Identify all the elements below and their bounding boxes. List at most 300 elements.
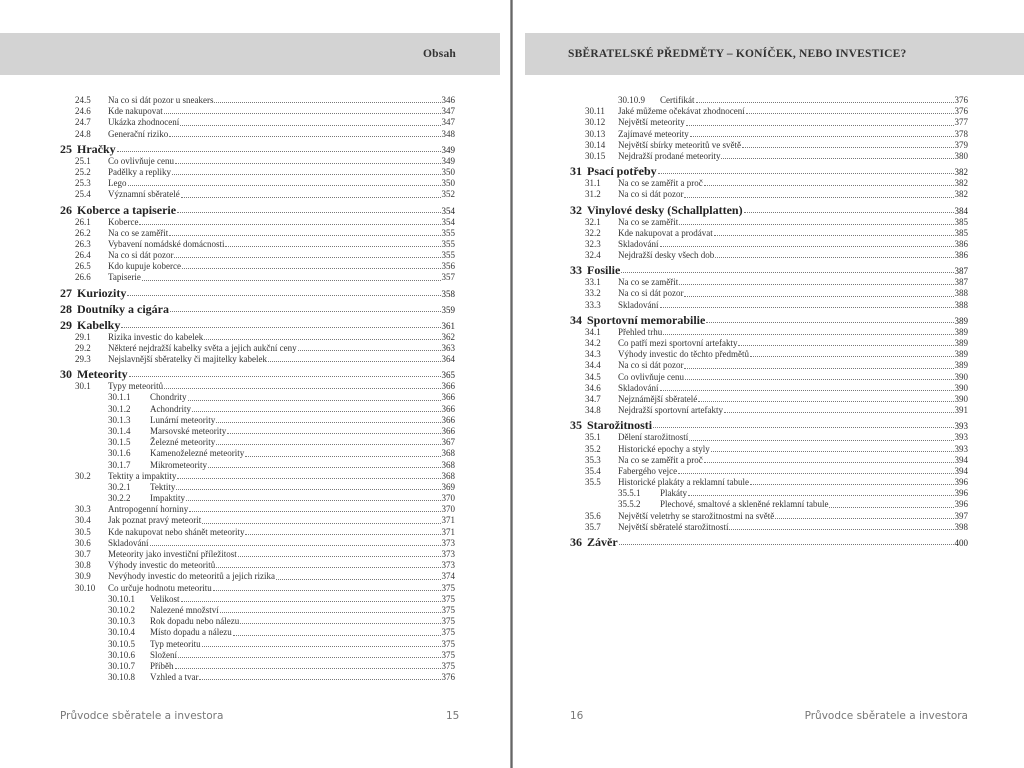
entry-page: 384: [954, 205, 968, 216]
leader-dots: [721, 158, 953, 159]
toc-entry: [60, 437, 455, 448]
toc-entry: [60, 272, 455, 283]
entry-title: Kde nakupovat: [108, 106, 163, 117]
toc-entry: [570, 499, 968, 510]
leader-dots: [170, 311, 440, 312]
entry-page: 373: [441, 560, 455, 571]
entry-page: 388: [954, 299, 968, 310]
entry-title: Chondrity: [150, 392, 187, 403]
entry-number: 30.7: [75, 549, 91, 559]
toc-entry: [60, 156, 455, 167]
leader-dots: [204, 339, 440, 340]
entry-number: 29.1: [75, 331, 91, 342]
entry-number: 30.12: [585, 117, 606, 128]
entry-number: 30.6: [75, 537, 91, 548]
entry-title: Nejslavnější sběratelky či majitelky kabelek: [108, 354, 267, 364]
leader-dots: [176, 489, 440, 490]
entry-page: 375: [441, 638, 455, 649]
leader-dots: [175, 163, 441, 164]
toc-entry: [570, 349, 968, 360]
toc-entry: [60, 471, 455, 482]
leader-dots: [177, 478, 440, 479]
entry-page: 389: [954, 326, 968, 337]
entry-title: Přehled trhu: [618, 326, 663, 337]
entry-title: Fabergého vejce: [618, 465, 678, 476]
leader-dots: [164, 388, 440, 389]
entry-number: 35: [570, 418, 582, 433]
toc-entry: [60, 583, 455, 594]
toc-entry: [570, 277, 968, 288]
leader-dots: [128, 185, 441, 186]
toc-entry: [570, 189, 968, 200]
leader-dots: [216, 567, 440, 568]
entry-page: 368: [441, 470, 455, 481]
entry-title: Na co si dát pozor: [618, 288, 684, 299]
entry-title: Historické plakáty a reklamní tabule: [618, 477, 749, 488]
entry-number: 26.1: [75, 216, 91, 227]
leader-dots: [127, 295, 440, 296]
entry-page: 386: [954, 250, 968, 261]
entry-page: 393: [954, 443, 968, 454]
entry-number: 34.2: [585, 338, 601, 348]
entry-number: 31: [570, 164, 582, 179]
right-page: [514, 0, 1024, 768]
leader-dots: [182, 268, 441, 269]
entry-number: 30.10.7: [108, 660, 135, 671]
toc-entry: [60, 95, 455, 106]
entry-page: 349: [441, 144, 455, 155]
entry-title: Meteority jako investiční příležitost: [108, 549, 237, 559]
leader-dots: [227, 433, 440, 434]
leader-dots: [150, 545, 441, 546]
entry-title: Lego: [108, 178, 127, 189]
entry-page: 352: [441, 189, 455, 200]
toc-entry: [60, 239, 455, 250]
entry-title: Co patří mezi sportovní artefakty: [618, 338, 738, 348]
entry-title: Rok dopadu nebo nálezu: [150, 616, 240, 627]
entry-page: 358: [441, 288, 455, 299]
leader-dots: [688, 495, 954, 496]
entry-number: 30.1.7: [108, 459, 131, 470]
entry-number: 30.1: [75, 381, 91, 392]
entry-page: 363: [441, 342, 455, 353]
entry-page: 390: [954, 393, 968, 404]
leader-dots: [174, 257, 440, 258]
leader-dots: [164, 113, 441, 114]
entry-page: 366: [441, 403, 455, 414]
entry-page: 393: [954, 432, 968, 443]
footer-title: Průvodce sběratele a investora: [60, 710, 224, 722]
entry-number: 32: [570, 202, 582, 217]
toc-entry: [60, 482, 455, 493]
entry-title: Nejdražší desky všech dob: [618, 250, 715, 261]
entry-title: Největší sběratelé starožitností: [618, 521, 729, 532]
entry-number: 33: [570, 263, 582, 278]
entry-title: Složení: [150, 649, 177, 660]
toc-entry: [60, 460, 455, 471]
entry-title: Výhody investic do těchto předmětů: [618, 349, 749, 360]
entry-title: Vybavení nomádské domácnosti: [108, 238, 225, 249]
toc-entry: [570, 117, 968, 128]
entry-title: Doutníky a cigára: [77, 301, 170, 316]
toc-entry: [570, 300, 968, 311]
entry-title: Nalezené množství: [150, 604, 219, 615]
leader-dots: [686, 125, 954, 126]
entry-number: 35.1: [585, 432, 601, 443]
toc-entry: [570, 239, 968, 250]
toc-entry: [570, 95, 968, 106]
leader-dots: [175, 668, 441, 669]
entry-number: 30.10: [75, 582, 96, 593]
entry-page: 366: [441, 425, 455, 436]
entry-number: 30.3: [75, 504, 91, 515]
toc-chapter: [570, 162, 968, 178]
entry-page: 396: [954, 477, 968, 488]
entry-page: 370: [441, 493, 455, 504]
leader-dots: [744, 212, 954, 213]
leader-dots: [233, 635, 441, 636]
leader-dots: [181, 197, 441, 198]
toc-entry: [60, 250, 455, 261]
entry-page: 347: [441, 106, 455, 117]
entry-number: 30.13: [585, 128, 606, 139]
entry-title: Významní sběratelé: [108, 189, 180, 200]
toc-entry: [570, 178, 968, 189]
entry-title: Typ meteoritu: [150, 638, 201, 649]
toc-entry: [570, 511, 968, 522]
entry-page: 376: [954, 106, 968, 117]
entry-page: 400: [954, 538, 968, 548]
entry-page: 365: [441, 370, 455, 381]
leader-dots: [199, 679, 440, 680]
leader-dots: [775, 518, 953, 519]
entry-page: 371: [441, 515, 455, 526]
entry-title: Co ovlivňuje cenu: [618, 371, 684, 382]
toc-entry: [60, 504, 455, 515]
entry-title: Plakáty: [660, 488, 687, 499]
toc-entry: [60, 261, 455, 272]
entry-number: 35.2: [585, 443, 601, 454]
leader-dots: [729, 529, 953, 530]
entry-number: 32.2: [585, 227, 601, 238]
entry-number: 25: [60, 141, 72, 156]
toc-entry: [60, 217, 455, 228]
leader-dots: [180, 125, 440, 126]
leader-dots: [685, 379, 954, 380]
entry-title: Nejdražší prodané meteority: [618, 150, 721, 161]
leader-dots: [142, 280, 441, 281]
leader-dots: [684, 368, 953, 369]
entry-page: 354: [441, 216, 455, 227]
entry-title: Ukázka zhodnocení: [108, 117, 180, 128]
entry-page: 377: [954, 117, 968, 128]
leader-dots: [704, 462, 954, 463]
leader-dots: [660, 307, 954, 308]
entry-title: Tapiserie: [108, 272, 141, 283]
toc-entry: [570, 151, 968, 162]
leader-dots: [619, 544, 954, 545]
entry-number: 32.4: [585, 250, 601, 261]
leader-dots: [172, 174, 441, 175]
entry-page: 396: [954, 499, 968, 510]
toc-entry: [60, 605, 455, 616]
entry-title: Co určuje hodnotu meteoritu: [108, 582, 212, 593]
entry-number: 34.4: [585, 360, 601, 371]
toc-list: [570, 95, 968, 549]
entry-title: Místo dopadu a nálezu: [150, 627, 232, 638]
entry-title: Co ovlivňuje cenu: [108, 155, 174, 166]
entry-number: 30.1.4: [108, 425, 131, 436]
entry-page: 373: [441, 549, 455, 559]
leader-dots: [698, 401, 953, 402]
toc-entry: [60, 627, 455, 638]
entry-page: 375: [441, 627, 455, 638]
entry-number: 30.1.5: [108, 437, 131, 448]
toc-entry: [570, 129, 968, 140]
entry-page: 379: [954, 139, 968, 150]
leader-dots: [245, 456, 440, 457]
leader-dots: [169, 235, 440, 236]
entry-page: 347: [441, 117, 455, 128]
leader-dots: [121, 327, 440, 328]
entry-number: 24.8: [75, 128, 91, 139]
entry-title: Nejznámější sběratelé: [618, 393, 698, 404]
entry-page: 367: [441, 437, 455, 448]
toc-entry: [570, 327, 968, 338]
entry-title: Některé nejdražší kabelky světa a jejich aukční ceny: [108, 342, 297, 353]
toc-entry: [60, 538, 455, 549]
entry-title: Výhody investic do meteoritů: [108, 560, 216, 571]
leader-dots: [684, 296, 953, 297]
entry-number: 31.2: [585, 189, 601, 200]
entry-number: 28: [60, 301, 72, 316]
leader-dots: [177, 212, 440, 213]
entry-page: 391: [954, 405, 968, 416]
leader-dots: [245, 534, 440, 535]
entry-title: Rizika investic do kabelek: [108, 331, 204, 342]
entry-title: Impaktity: [150, 493, 185, 504]
leader-dots: [169, 136, 440, 137]
entry-page: 362: [441, 331, 455, 342]
entry-page: 364: [441, 354, 455, 364]
toc-entry: [60, 381, 455, 392]
entry-page: 356: [441, 261, 455, 272]
toc-chapter: [60, 300, 455, 316]
toc-entry: [60, 189, 455, 200]
leader-dots: [689, 440, 953, 441]
entry-number: 30.1.3: [108, 414, 131, 425]
entry-page: 389: [954, 338, 968, 348]
leader-dots: [678, 473, 953, 474]
entry-number: 26.6: [75, 272, 91, 283]
leader-dots: [216, 422, 440, 423]
entry-title: Typy meteoritů: [108, 381, 164, 392]
toc-entry: [570, 106, 968, 117]
leader-dots: [706, 322, 953, 323]
leader-dots: [679, 224, 953, 225]
entry-page: 355: [441, 238, 455, 249]
entry-number: 30.9: [75, 571, 91, 582]
entry-number: 30.10.1: [108, 593, 135, 604]
entry-title: Kde nakupovat a prodávat: [618, 227, 713, 238]
entry-number: 35.3: [585, 454, 601, 465]
entry-page: 368: [441, 448, 455, 459]
entry-page: 368: [441, 459, 455, 470]
entry-number: 26: [60, 202, 72, 217]
toc-chapter: [60, 201, 455, 217]
entry-title: Příběh: [150, 660, 174, 671]
entry-title: Na co si dát pozor u sneakers: [108, 95, 214, 105]
entry-title: Padělky a repliky: [108, 166, 171, 177]
entry-number: 35.5.2: [618, 499, 641, 510]
leader-dots: [208, 467, 441, 468]
entry-page: 390: [954, 382, 968, 393]
entry-number: 30.10.6: [108, 649, 135, 660]
leader-dots: [240, 623, 440, 624]
entry-number: 30.10.3: [108, 616, 135, 627]
toc-entry: [570, 432, 968, 443]
leader-dots: [139, 224, 440, 225]
entry-title: Skladování: [108, 537, 149, 548]
entry-number: 26.2: [75, 227, 91, 238]
leader-dots: [621, 272, 953, 273]
entry-title: Největší veletrhy se starožitnostmi na světě: [618, 510, 775, 521]
entry-title: Tektity a impaktity: [108, 470, 177, 481]
toc-chapter: [60, 316, 455, 332]
entry-title: Na co si dát pozor: [108, 250, 174, 261]
entry-title: Skladování: [618, 238, 659, 249]
toc-entry: [570, 405, 968, 416]
entry-number: 30.1.2: [108, 403, 131, 414]
entry-number: 29.3: [75, 354, 91, 364]
entry-number: 32.3: [585, 238, 601, 249]
toc-entry: [60, 392, 455, 403]
entry-title: Starožitnosti: [587, 418, 653, 433]
entry-page: 398: [954, 521, 968, 532]
entry-title: Nevýhody investic do meteoritů a jejich rizika: [108, 571, 275, 582]
entry-number: 25.4: [75, 189, 91, 200]
toc-entry: [570, 360, 968, 371]
leader-dots: [192, 411, 441, 412]
running-header: [0, 33, 500, 75]
toc-entry: [570, 140, 968, 151]
leader-dots: [679, 284, 953, 285]
leader-dots: [696, 102, 954, 103]
entry-page: 394: [954, 465, 968, 476]
entry-number: 30.2.1: [108, 481, 131, 492]
toc-entry: [60, 129, 455, 140]
toc-entry: [60, 332, 455, 343]
entry-number: 30.10.8: [108, 672, 135, 683]
leader-dots: [181, 601, 441, 602]
entry-number: 30.10.4: [108, 627, 135, 638]
leader-dots: [178, 657, 441, 658]
toc-entry: [60, 404, 455, 415]
entry-page: 375: [441, 604, 455, 615]
entry-title: Největší meteority: [618, 117, 685, 128]
leader-dots: [189, 511, 440, 512]
entry-number: 33.2: [585, 288, 601, 299]
entry-page: 348: [441, 128, 455, 139]
entry-title: Největší sbírky meteoritů ve světě: [618, 139, 741, 150]
leader-dots: [724, 412, 954, 413]
entry-number: 26.4: [75, 250, 91, 261]
toc-chapter: [570, 311, 968, 327]
entry-page: 370: [441, 504, 455, 515]
toc-chapter: [570, 261, 968, 277]
leader-dots: [750, 356, 954, 357]
entry-number: 30.1.1: [108, 392, 131, 403]
entry-title: Plechové, smaltové a skleněné reklamní tabule: [660, 499, 829, 510]
entry-number: 29: [60, 317, 72, 332]
entry-page: 354: [441, 205, 455, 216]
entry-page: 374: [441, 571, 455, 582]
leader-dots: [129, 376, 441, 377]
entry-title: Skladování: [618, 299, 659, 310]
entry-title: Hračky: [77, 141, 116, 156]
toc-entry: [60, 560, 455, 571]
entry-title: Skladování: [618, 382, 659, 393]
entry-title: Historické epochy a styly: [618, 443, 710, 454]
entry-number: 30.2: [75, 470, 91, 481]
entry-number: 30.10.2: [108, 604, 135, 615]
entry-title: Na co se zaměřit a proč: [618, 454, 703, 465]
entry-number: 33.3: [585, 299, 601, 310]
leader-dots: [711, 451, 954, 452]
leader-dots: [653, 427, 953, 428]
entry-page: 375: [441, 593, 455, 604]
entry-page: 346: [441, 95, 455, 105]
entry-number: 30.10.5: [108, 638, 135, 649]
entry-title: Zajímavé meteority: [618, 128, 689, 139]
page-number: 16: [570, 710, 584, 722]
entry-number: 34.8: [585, 405, 601, 416]
leader-dots: [216, 444, 440, 445]
entry-page: 382: [954, 189, 968, 200]
header-title: Obsah: [423, 48, 456, 60]
entry-number: 27: [60, 285, 72, 300]
entry-page: 380: [954, 150, 968, 161]
entry-number: 30.4: [75, 515, 91, 526]
toc-entry: [570, 217, 968, 228]
leader-dots: [738, 345, 953, 346]
toc-entry: [570, 372, 968, 383]
leader-dots: [276, 579, 441, 580]
page-number: 15: [446, 710, 460, 722]
entry-page: 390: [954, 371, 968, 382]
toc-entry: [60, 549, 455, 560]
toc-entry: [60, 343, 455, 354]
leader-dots: [660, 246, 954, 247]
entry-page: 350: [441, 166, 455, 177]
entry-number: 35.4: [585, 465, 601, 476]
running-header: [525, 33, 1024, 75]
entry-number: 34.7: [585, 393, 601, 404]
toc-entry: [570, 228, 968, 239]
entry-number: 29.2: [75, 342, 91, 353]
entry-number: 30.8: [75, 560, 91, 571]
entry-title: Lunární meteority: [150, 414, 216, 425]
entry-page: 375: [441, 649, 455, 660]
header-title: SBĚRATELSKÉ PŘEDMĚTY – KONÍČEK, NEBO INVESTICE?: [568, 48, 907, 60]
entry-title: Na co se zaměřit: [618, 277, 679, 288]
toc-entry: [60, 672, 455, 683]
entry-title: Na co se zaměřit a proč: [618, 178, 703, 189]
entry-number: 36: [570, 535, 582, 549]
entry-number: 24.5: [75, 95, 91, 105]
entry-number: 34.6: [585, 382, 601, 393]
leader-dots: [225, 246, 440, 247]
